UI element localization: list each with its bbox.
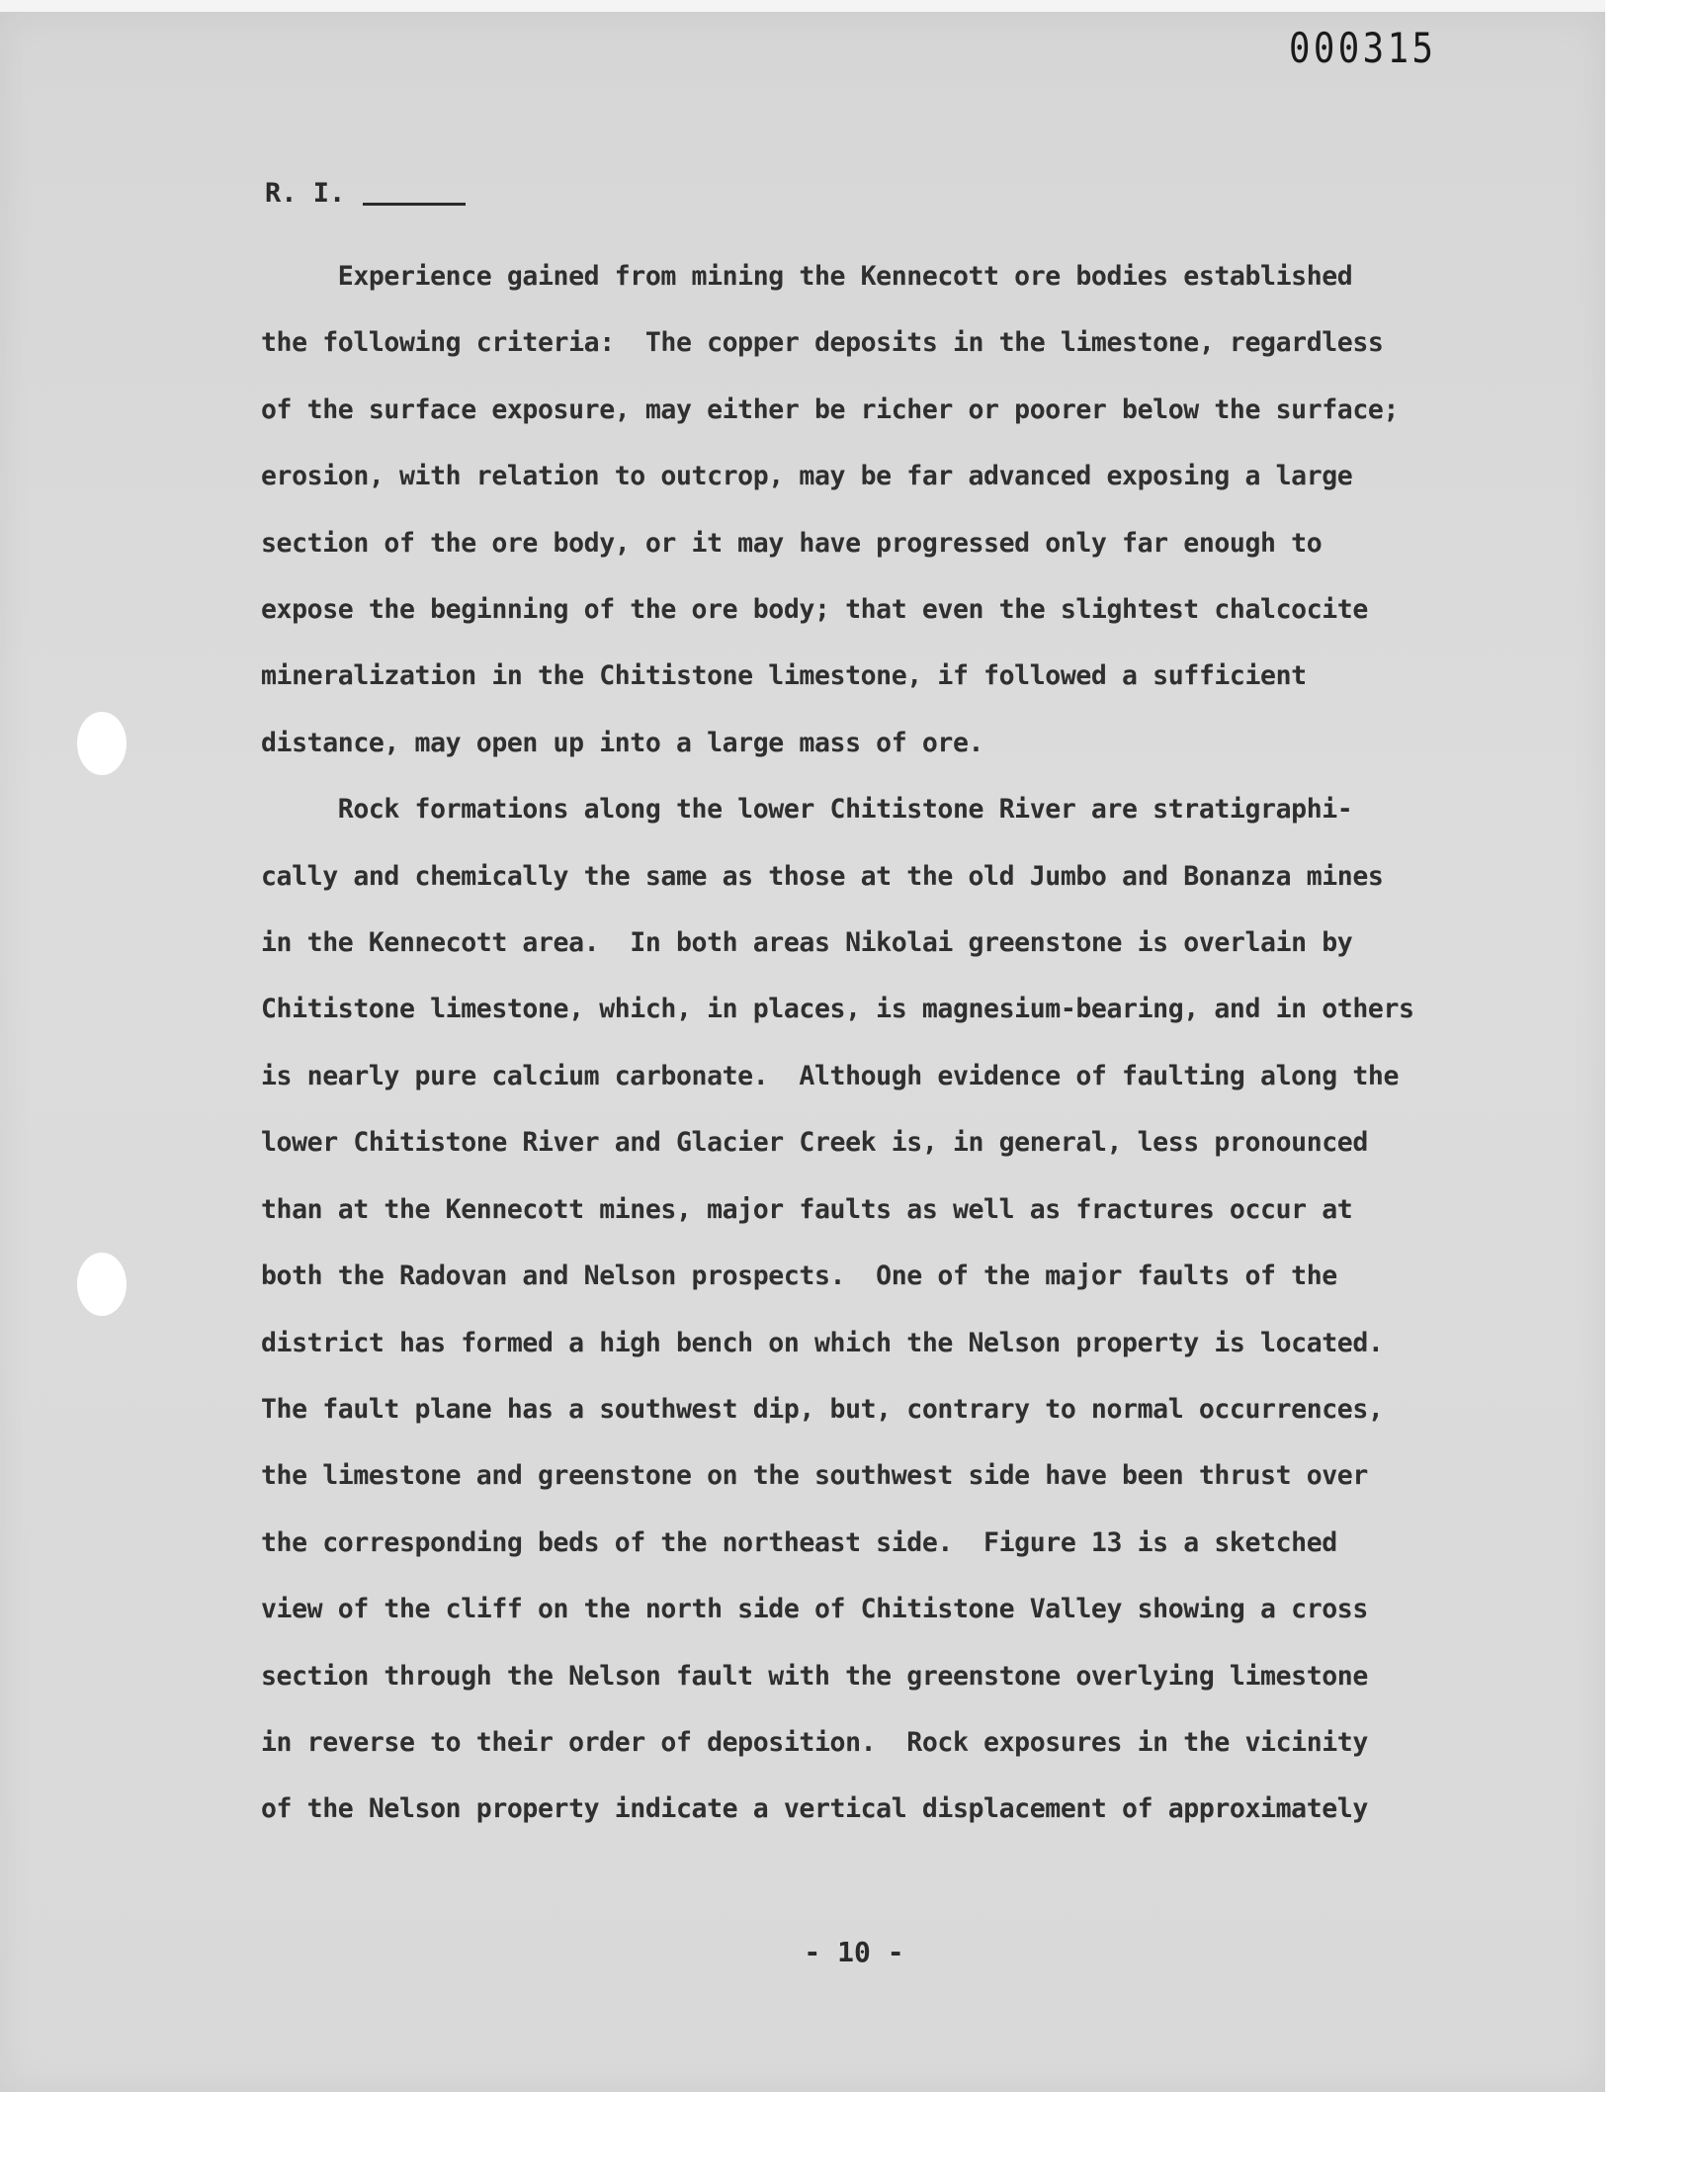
text-line: the corresponding beds of the northeast side. Figure 13 is a sketched bbox=[261, 1526, 1337, 1558]
text-line: the limestone and greenstone on the southwest side have been thrust over bbox=[261, 1460, 1368, 1492]
text-line: than at the Kennecott mines, major faults as well as fractures occur at bbox=[261, 1193, 1353, 1225]
bates-stamp-number: 000315 bbox=[1289, 24, 1437, 72]
report-number-blank bbox=[363, 203, 466, 206]
text-line: Experience gained from mining the Kennecott ore bodies established bbox=[261, 261, 1353, 292]
punch-hole bbox=[77, 712, 127, 775]
text-line: the following criteria: The copper deposits in the limestone, regardless bbox=[261, 327, 1384, 359]
text-line: district has formed a high bench on which the Nelson property is located. bbox=[261, 1327, 1384, 1358]
text-line: view of the cliff on the north side of Chitistone Valley showing a cross bbox=[261, 1594, 1368, 1625]
text-line: erosion, with relation to outcrop, may be far advanced exposing a large bbox=[261, 461, 1353, 492]
punch-hole bbox=[77, 1253, 127, 1316]
page-number: - 10 - bbox=[804, 1936, 904, 1968]
text-line: cally and chemically the same as those at the old Jumbo and Bonanza mines bbox=[261, 860, 1384, 892]
text-line: expose the beginning of the ore body; that even the slightest chalcocite bbox=[261, 594, 1368, 626]
text-line: mineralization in the Chitistone limestone, if followed a sufficient bbox=[261, 660, 1307, 692]
text-line: is nearly pure calcium carbonate. Although evidence of faulting along the bbox=[261, 1060, 1400, 1091]
body-text bbox=[261, 243, 1506, 1843]
text-line: in reverse to their order of deposition. Rock exposures in the vicinity bbox=[261, 1726, 1368, 1758]
text-line: both the Radovan and Nelson prospects. One of the major faults of the bbox=[261, 1261, 1337, 1292]
text-line: Chitistone limestone, which, in places, is magnesium-bearing, and in others bbox=[261, 994, 1414, 1025]
report-label: R. I. bbox=[265, 178, 346, 209]
text-line: of the surface exposure, may either be richer or poorer below the surface; bbox=[261, 393, 1400, 425]
report-label-line bbox=[265, 178, 466, 209]
text-line: section through the Nelson fault with the greenstone overlying limestone bbox=[261, 1660, 1368, 1692]
text-line: The fault plane has a southwest dip, but, contrary to normal occurrences, bbox=[261, 1393, 1384, 1425]
text-line: distance, may open up into a large mass of ore. bbox=[261, 727, 984, 758]
page-top-edge bbox=[0, 0, 1605, 12]
text-line: in the Kennecott area. In both areas Nikolai greenstone is overlain by bbox=[261, 927, 1353, 959]
text-line: Rock formations along the lower Chitistone River are stratigraphi- bbox=[261, 794, 1353, 826]
text-line: lower Chitistone River and Glacier Creek is, in general, less pronounced bbox=[261, 1127, 1368, 1159]
text-line: of the Nelson property indicate a vertical displacement of approximately bbox=[261, 1793, 1368, 1825]
text-line: section of the ore body, or it may have progressed only far enough to bbox=[261, 527, 1323, 559]
